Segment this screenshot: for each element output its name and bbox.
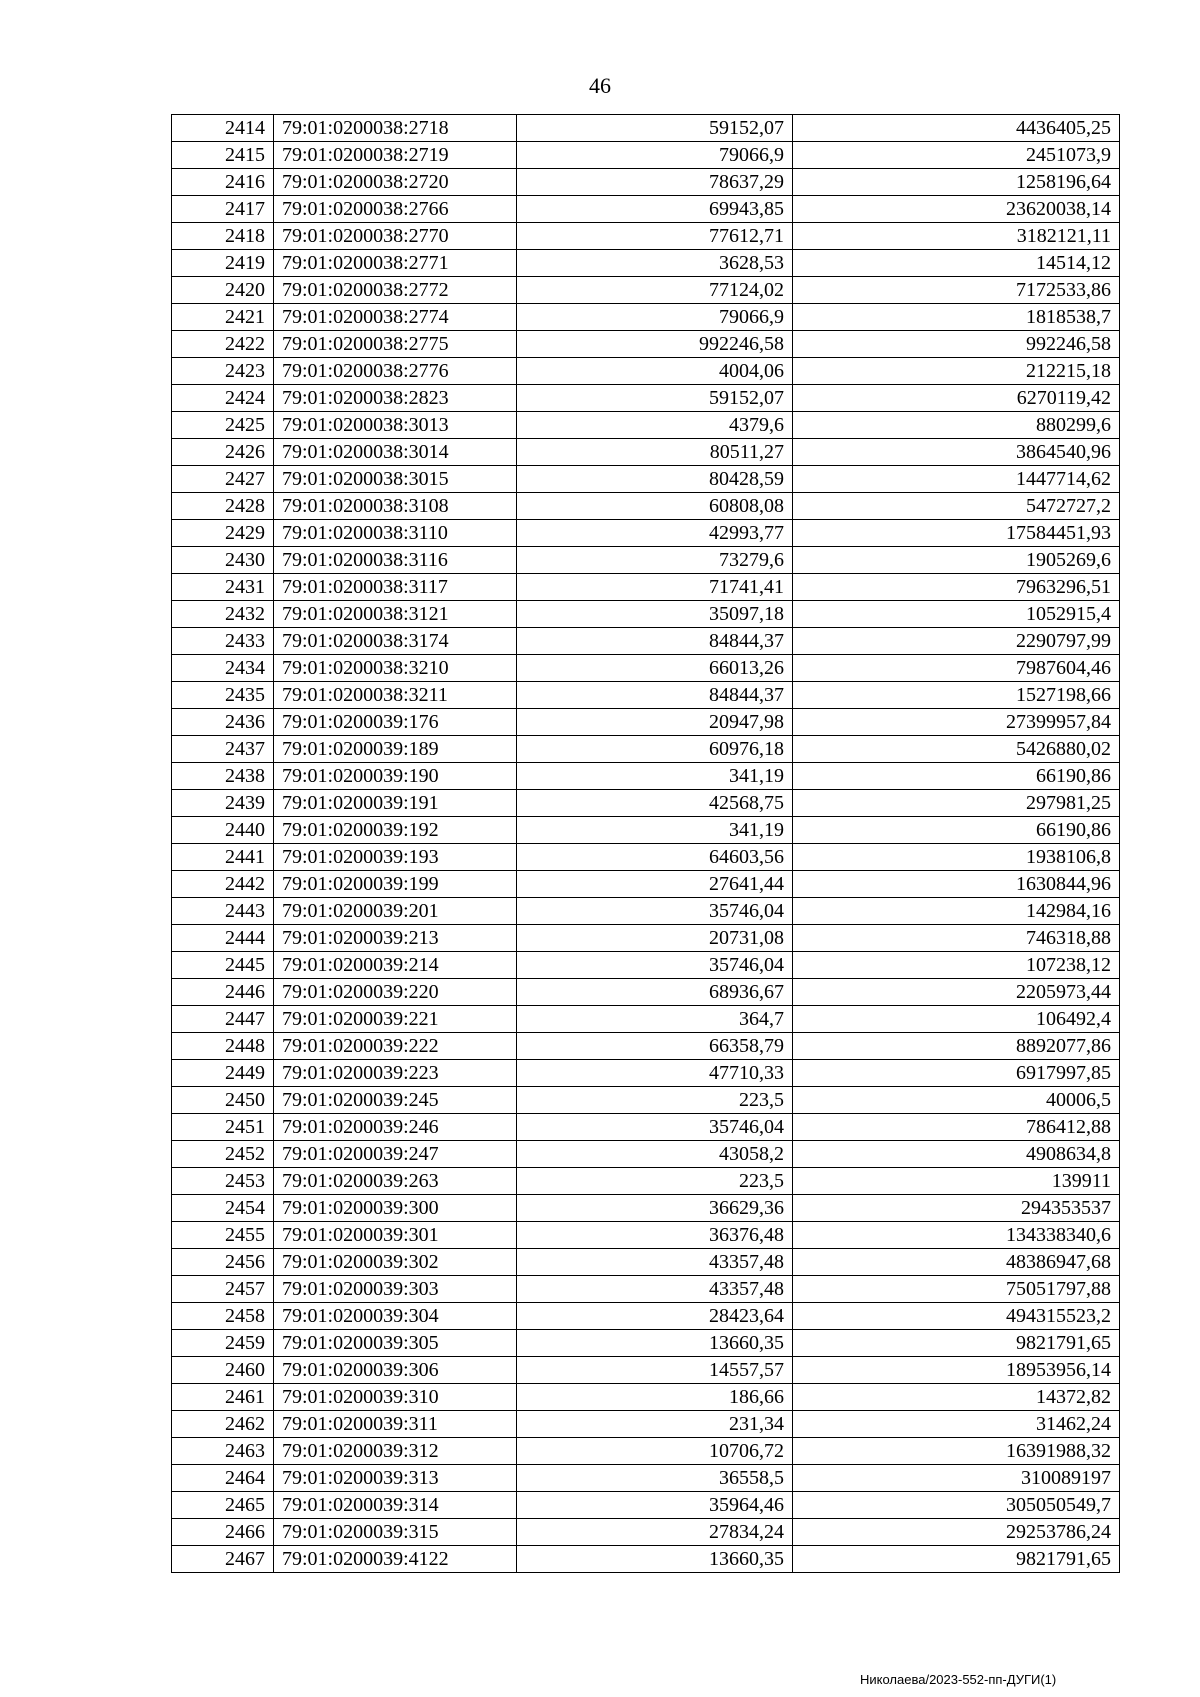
- value-cell: 35097,18: [517, 601, 793, 628]
- cadastral-number-cell: 79:01:0200039:247: [274, 1141, 517, 1168]
- row-number-cell: 2466: [172, 1519, 274, 1546]
- row-number-cell: 2462: [172, 1411, 274, 1438]
- row-number-cell: 2452: [172, 1141, 274, 1168]
- row-number-cell: 2422: [172, 331, 274, 358]
- total-value-cell: 6270119,42: [793, 385, 1120, 412]
- value-cell: 42568,75: [517, 790, 793, 817]
- cadastral-number-cell: 79:01:0200039:314: [274, 1492, 517, 1519]
- cadastral-number-cell: 79:01:0200039:315: [274, 1519, 517, 1546]
- row-number-cell: 2453: [172, 1168, 274, 1195]
- table-row: [172, 682, 1120, 709]
- table-row: [172, 898, 1120, 925]
- value-cell: 71741,41: [517, 574, 793, 601]
- row-number-cell: 2427: [172, 466, 274, 493]
- total-value-cell: 142984,16: [793, 898, 1120, 925]
- total-value-cell: 106492,4: [793, 1006, 1120, 1033]
- value-cell: 43357,48: [517, 1249, 793, 1276]
- row-number-cell: 2446: [172, 979, 274, 1006]
- value-cell: 3628,53: [517, 250, 793, 277]
- table-row: [172, 142, 1120, 169]
- row-number-cell: 2447: [172, 1006, 274, 1033]
- table-row: [172, 844, 1120, 871]
- value-cell: 35746,04: [517, 898, 793, 925]
- value-cell: 43357,48: [517, 1276, 793, 1303]
- cadastral-number-cell: 79:01:0200039:191: [274, 790, 517, 817]
- total-value-cell: 14372,82: [793, 1384, 1120, 1411]
- cadastral-number-cell: 79:01:0200038:3013: [274, 412, 517, 439]
- table-row: [172, 1492, 1120, 1519]
- cadastral-number-cell: 79:01:0200039:301: [274, 1222, 517, 1249]
- value-cell: 84844,37: [517, 682, 793, 709]
- table-row: [172, 223, 1120, 250]
- cadastral-number-cell: 79:01:0200039:222: [274, 1033, 517, 1060]
- table-row: [172, 628, 1120, 655]
- cadastral-number-cell: 79:01:0200039:306: [274, 1357, 517, 1384]
- cadastral-number-cell: 79:01:0200039:303: [274, 1276, 517, 1303]
- cadastral-number-cell: 79:01:0200039:192: [274, 817, 517, 844]
- table-row: [172, 304, 1120, 331]
- total-value-cell: 134338340,6: [793, 1222, 1120, 1249]
- value-cell: 43058,2: [517, 1141, 793, 1168]
- row-number-cell: 2433: [172, 628, 274, 655]
- table-row: [172, 439, 1120, 466]
- table-row: [172, 925, 1120, 952]
- cadastral-number-cell: 79:01:0200039:214: [274, 952, 517, 979]
- total-value-cell: 212215,18: [793, 358, 1120, 385]
- total-value-cell: 4436405,25: [793, 115, 1120, 142]
- total-value-cell: 297981,25: [793, 790, 1120, 817]
- table-row: [172, 1087, 1120, 1114]
- total-value-cell: 75051797,88: [793, 1276, 1120, 1303]
- value-cell: 36558,5: [517, 1465, 793, 1492]
- total-value-cell: 7963296,51: [793, 574, 1120, 601]
- row-number-cell: 2414: [172, 115, 274, 142]
- table-row: [172, 1060, 1120, 1087]
- table-row: [172, 1411, 1120, 1438]
- cadastral-number-cell: 79:01:0200039:176: [274, 709, 517, 736]
- row-number-cell: 2464: [172, 1465, 274, 1492]
- cadastral-number-cell: 79:01:0200039:246: [274, 1114, 517, 1141]
- cadastral-number-cell: 79:01:0200038:3108: [274, 493, 517, 520]
- total-value-cell: 992246,58: [793, 331, 1120, 358]
- row-number-cell: 2463: [172, 1438, 274, 1465]
- table-row: [172, 1357, 1120, 1384]
- total-value-cell: 14514,12: [793, 250, 1120, 277]
- value-cell: 73279,6: [517, 547, 793, 574]
- value-cell: 68936,67: [517, 979, 793, 1006]
- total-value-cell: 23620038,14: [793, 196, 1120, 223]
- value-cell: 78637,29: [517, 169, 793, 196]
- total-value-cell: 5472727,2: [793, 493, 1120, 520]
- total-value-cell: 880299,6: [793, 412, 1120, 439]
- table-row: [172, 736, 1120, 763]
- table-row: [172, 1276, 1120, 1303]
- cadastral-number-cell: 79:01:0200038:2776: [274, 358, 517, 385]
- value-cell: 341,19: [517, 817, 793, 844]
- cadastral-number-cell: 79:01:0200038:2719: [274, 142, 517, 169]
- cadastral-number-cell: 79:01:0200038:2774: [274, 304, 517, 331]
- row-number-cell: 2436: [172, 709, 274, 736]
- page-number: 46: [589, 73, 611, 98]
- cadastral-number-cell: 79:01:0200038:3014: [274, 439, 517, 466]
- value-cell: 186,66: [517, 1384, 793, 1411]
- value-cell: 77612,71: [517, 223, 793, 250]
- value-cell: 35746,04: [517, 1114, 793, 1141]
- value-cell: 20947,98: [517, 709, 793, 736]
- total-value-cell: 5426880,02: [793, 736, 1120, 763]
- row-number-cell: 2430: [172, 547, 274, 574]
- cadastral-number-cell: 79:01:0200038:2771: [274, 250, 517, 277]
- row-number-cell: 2419: [172, 250, 274, 277]
- table-row: [172, 1222, 1120, 1249]
- total-value-cell: 746318,88: [793, 925, 1120, 952]
- value-cell: 27834,24: [517, 1519, 793, 1546]
- table-row: [172, 1384, 1120, 1411]
- table-row: [172, 385, 1120, 412]
- table-row: [172, 277, 1120, 304]
- row-number-cell: 2428: [172, 493, 274, 520]
- value-cell: 364,7: [517, 1006, 793, 1033]
- table-row: [172, 1195, 1120, 1222]
- table-row: [172, 871, 1120, 898]
- cadastral-number-cell: 79:01:0200038:3121: [274, 601, 517, 628]
- value-cell: 223,5: [517, 1087, 793, 1114]
- cadastral-number-cell: 79:01:0200039:304: [274, 1303, 517, 1330]
- cadastral-number-cell: 79:01:0200039:310: [274, 1384, 517, 1411]
- table-row: [172, 790, 1120, 817]
- table-row: [172, 1006, 1120, 1033]
- row-number-cell: 2423: [172, 358, 274, 385]
- table-row: [172, 466, 1120, 493]
- cadastral-number-cell: 79:01:0200038:2766: [274, 196, 517, 223]
- value-cell: 42993,77: [517, 520, 793, 547]
- total-value-cell: 48386947,68: [793, 1249, 1120, 1276]
- cadastral-number-cell: 79:01:0200039:193: [274, 844, 517, 871]
- table-row: [172, 493, 1120, 520]
- total-value-cell: 4908634,8: [793, 1141, 1120, 1168]
- total-value-cell: 9821791,65: [793, 1330, 1120, 1357]
- total-value-cell: 310089197: [793, 1465, 1120, 1492]
- row-number-cell: 2460: [172, 1357, 274, 1384]
- total-value-cell: 1258196,64: [793, 169, 1120, 196]
- table-row: [172, 655, 1120, 682]
- total-value-cell: 18953956,14: [793, 1357, 1120, 1384]
- total-value-cell: 2451073,9: [793, 142, 1120, 169]
- row-number-cell: 2455: [172, 1222, 274, 1249]
- total-value-cell: 8892077,86: [793, 1033, 1120, 1060]
- table-row: [172, 574, 1120, 601]
- value-cell: 10706,72: [517, 1438, 793, 1465]
- row-number-cell: 2467: [172, 1546, 274, 1573]
- value-cell: 77124,02: [517, 277, 793, 304]
- total-value-cell: 66190,86: [793, 763, 1120, 790]
- total-value-cell: 1527198,66: [793, 682, 1120, 709]
- total-value-cell: 1052915,4: [793, 601, 1120, 628]
- total-value-cell: 1905269,6: [793, 547, 1120, 574]
- total-value-cell: 16391988,32: [793, 1438, 1120, 1465]
- total-value-cell: 1938106,8: [793, 844, 1120, 871]
- total-value-cell: 107238,12: [793, 952, 1120, 979]
- row-number-cell: 2425: [172, 412, 274, 439]
- total-value-cell: 1818538,7: [793, 304, 1120, 331]
- cadastral-number-cell: 79:01:0200039:312: [274, 1438, 517, 1465]
- total-value-cell: 6917997,85: [793, 1060, 1120, 1087]
- value-cell: 20731,08: [517, 925, 793, 952]
- table-row: [172, 1303, 1120, 1330]
- table-row: [172, 412, 1120, 439]
- value-cell: 60976,18: [517, 736, 793, 763]
- total-value-cell: 305050549,7: [793, 1492, 1120, 1519]
- table-row: [172, 547, 1120, 574]
- row-number-cell: 2418: [172, 223, 274, 250]
- row-number-cell: 2456: [172, 1249, 274, 1276]
- cadastral-number-cell: 79:01:0200038:2772: [274, 277, 517, 304]
- row-number-cell: 2457: [172, 1276, 274, 1303]
- cadastral-number-cell: 79:01:0200039:190: [274, 763, 517, 790]
- row-number-cell: 2444: [172, 925, 274, 952]
- value-cell: 66358,79: [517, 1033, 793, 1060]
- table-row: [172, 358, 1120, 385]
- value-cell: 64603,56: [517, 844, 793, 871]
- total-value-cell: 40006,5: [793, 1087, 1120, 1114]
- value-cell: 223,5: [517, 1168, 793, 1195]
- row-number-cell: 2420: [172, 277, 274, 304]
- cadastral-number-cell: 79:01:0200038:3117: [274, 574, 517, 601]
- row-number-cell: 2415: [172, 142, 274, 169]
- total-value-cell: 786412,88: [793, 1114, 1120, 1141]
- value-cell: 4004,06: [517, 358, 793, 385]
- cadastral-number-cell: 79:01:0200039:223: [274, 1060, 517, 1087]
- table-row: [172, 1438, 1120, 1465]
- total-value-cell: 17584451,93: [793, 520, 1120, 547]
- total-value-cell: 7172533,86: [793, 277, 1120, 304]
- total-value-cell: 139911: [793, 1168, 1120, 1195]
- cadastral-number-cell: 79:01:0200039:199: [274, 871, 517, 898]
- value-cell: 35964,46: [517, 1492, 793, 1519]
- table-row: [172, 1249, 1120, 1276]
- cadastral-number-cell: 79:01:0200038:2720: [274, 169, 517, 196]
- row-number-cell: 2426: [172, 439, 274, 466]
- cadastral-number-cell: 79:01:0200038:3116: [274, 547, 517, 574]
- table-body: [172, 115, 1120, 1573]
- cadastral-number-cell: 79:01:0200038:3174: [274, 628, 517, 655]
- value-cell: 36376,48: [517, 1222, 793, 1249]
- total-value-cell: 3864540,96: [793, 439, 1120, 466]
- total-value-cell: 31462,24: [793, 1411, 1120, 1438]
- value-cell: 13660,35: [517, 1330, 793, 1357]
- value-cell: 59152,07: [517, 385, 793, 412]
- cadastral-number-cell: 79:01:0200039:245: [274, 1087, 517, 1114]
- total-value-cell: 7987604,46: [793, 655, 1120, 682]
- cadastral-number-cell: 79:01:0200039:313: [274, 1465, 517, 1492]
- value-cell: 13660,35: [517, 1546, 793, 1573]
- table-row: [172, 1465, 1120, 1492]
- total-value-cell: 1447714,62: [793, 466, 1120, 493]
- table-row: [172, 331, 1120, 358]
- table-row: [172, 1168, 1120, 1195]
- cadastral-number-cell: 79:01:0200039:201: [274, 898, 517, 925]
- row-number-cell: 2435: [172, 682, 274, 709]
- value-cell: 80511,27: [517, 439, 793, 466]
- document-reference: Николаева/2023-552-пп-ДУГИ(1): [860, 1672, 1057, 1687]
- row-number-cell: 2432: [172, 601, 274, 628]
- value-cell: 992246,58: [517, 331, 793, 358]
- table-row: [172, 979, 1120, 1006]
- cadastral-number-cell: 79:01:0200039:263: [274, 1168, 517, 1195]
- row-number-cell: 2458: [172, 1303, 274, 1330]
- value-cell: 4379,6: [517, 412, 793, 439]
- table-row: [172, 817, 1120, 844]
- value-cell: 60808,08: [517, 493, 793, 520]
- table-row: [172, 1546, 1120, 1573]
- total-value-cell: 29253786,24: [793, 1519, 1120, 1546]
- cadastral-number-cell: 79:01:0200039:220: [274, 979, 517, 1006]
- row-number-cell: 2451: [172, 1114, 274, 1141]
- value-cell: 59152,07: [517, 115, 793, 142]
- total-value-cell: 9821791,65: [793, 1546, 1120, 1573]
- value-cell: 84844,37: [517, 628, 793, 655]
- cadastral-number-cell: 79:01:0200038:2775: [274, 331, 517, 358]
- value-cell: 79066,9: [517, 142, 793, 169]
- total-value-cell: 2290797,99: [793, 628, 1120, 655]
- row-number-cell: 2450: [172, 1087, 274, 1114]
- total-value-cell: 294353537: [793, 1195, 1120, 1222]
- row-number-cell: 2441: [172, 844, 274, 871]
- table-row: [172, 709, 1120, 736]
- cadastral-number-cell: 79:01:0200038:3015: [274, 466, 517, 493]
- row-number-cell: 2448: [172, 1033, 274, 1060]
- table-row: [172, 952, 1120, 979]
- value-cell: 231,34: [517, 1411, 793, 1438]
- value-cell: 79066,9: [517, 304, 793, 331]
- cadastral-number-cell: 79:01:0200038:3210: [274, 655, 517, 682]
- value-cell: 28423,64: [517, 1303, 793, 1330]
- table-row: [172, 115, 1120, 142]
- table-row: [172, 169, 1120, 196]
- row-number-cell: 2449: [172, 1060, 274, 1087]
- table-row: [172, 1519, 1120, 1546]
- table-row: [172, 601, 1120, 628]
- table-row: [172, 1141, 1120, 1168]
- value-cell: 14557,57: [517, 1357, 793, 1384]
- table-row: [172, 763, 1120, 790]
- row-number-cell: 2445: [172, 952, 274, 979]
- total-value-cell: 2205973,44: [793, 979, 1120, 1006]
- value-cell: 27641,44: [517, 871, 793, 898]
- row-number-cell: 2429: [172, 520, 274, 547]
- row-number-cell: 2424: [172, 385, 274, 412]
- cadastral-number-cell: 79:01:0200038:3211: [274, 682, 517, 709]
- row-number-cell: 2416: [172, 169, 274, 196]
- value-cell: 36629,36: [517, 1195, 793, 1222]
- table-row: [172, 1033, 1120, 1060]
- row-number-cell: 2417: [172, 196, 274, 223]
- table-row: [172, 520, 1120, 547]
- data-table: [171, 114, 1120, 1573]
- row-number-cell: 2443: [172, 898, 274, 925]
- cadastral-number-cell: 79:01:0200038:3110: [274, 520, 517, 547]
- value-cell: 47710,33: [517, 1060, 793, 1087]
- value-cell: 341,19: [517, 763, 793, 790]
- table-row: [172, 1330, 1120, 1357]
- cadastral-number-cell: 79:01:0200039:305: [274, 1330, 517, 1357]
- cadastral-number-cell: 79:01:0200039:213: [274, 925, 517, 952]
- value-cell: 66013,26: [517, 655, 793, 682]
- row-number-cell: 2434: [172, 655, 274, 682]
- cadastral-number-cell: 79:01:0200039:221: [274, 1006, 517, 1033]
- value-cell: 35746,04: [517, 952, 793, 979]
- table-row: [172, 196, 1120, 223]
- row-number-cell: 2437: [172, 736, 274, 763]
- row-number-cell: 2454: [172, 1195, 274, 1222]
- total-value-cell: 1630844,96: [793, 871, 1120, 898]
- table-row: [172, 1114, 1120, 1141]
- table-row: [172, 250, 1120, 277]
- row-number-cell: 2439: [172, 790, 274, 817]
- row-number-cell: 2440: [172, 817, 274, 844]
- cadastral-number-cell: 79:01:0200039:189: [274, 736, 517, 763]
- cadastral-number-cell: 79:01:0200039:302: [274, 1249, 517, 1276]
- cadastral-number-cell: 79:01:0200039:4122: [274, 1546, 517, 1573]
- cadastral-number-cell: 79:01:0200039:300: [274, 1195, 517, 1222]
- total-value-cell: 27399957,84: [793, 709, 1120, 736]
- cadastral-number-cell: 79:01:0200038:2718: [274, 115, 517, 142]
- total-value-cell: 494315523,2: [793, 1303, 1120, 1330]
- cadastral-number-cell: 79:01:0200038:2770: [274, 223, 517, 250]
- row-number-cell: 2442: [172, 871, 274, 898]
- row-number-cell: 2461: [172, 1384, 274, 1411]
- cadastral-number-cell: 79:01:0200039:311: [274, 1411, 517, 1438]
- row-number-cell: 2431: [172, 574, 274, 601]
- row-number-cell: 2438: [172, 763, 274, 790]
- row-number-cell: 2459: [172, 1330, 274, 1357]
- value-cell: 69943,85: [517, 196, 793, 223]
- total-value-cell: 3182121,11: [793, 223, 1120, 250]
- cadastral-number-cell: 79:01:0200038:2823: [274, 385, 517, 412]
- row-number-cell: 2421: [172, 304, 274, 331]
- total-value-cell: 66190,86: [793, 817, 1120, 844]
- row-number-cell: 2465: [172, 1492, 274, 1519]
- value-cell: 80428,59: [517, 466, 793, 493]
